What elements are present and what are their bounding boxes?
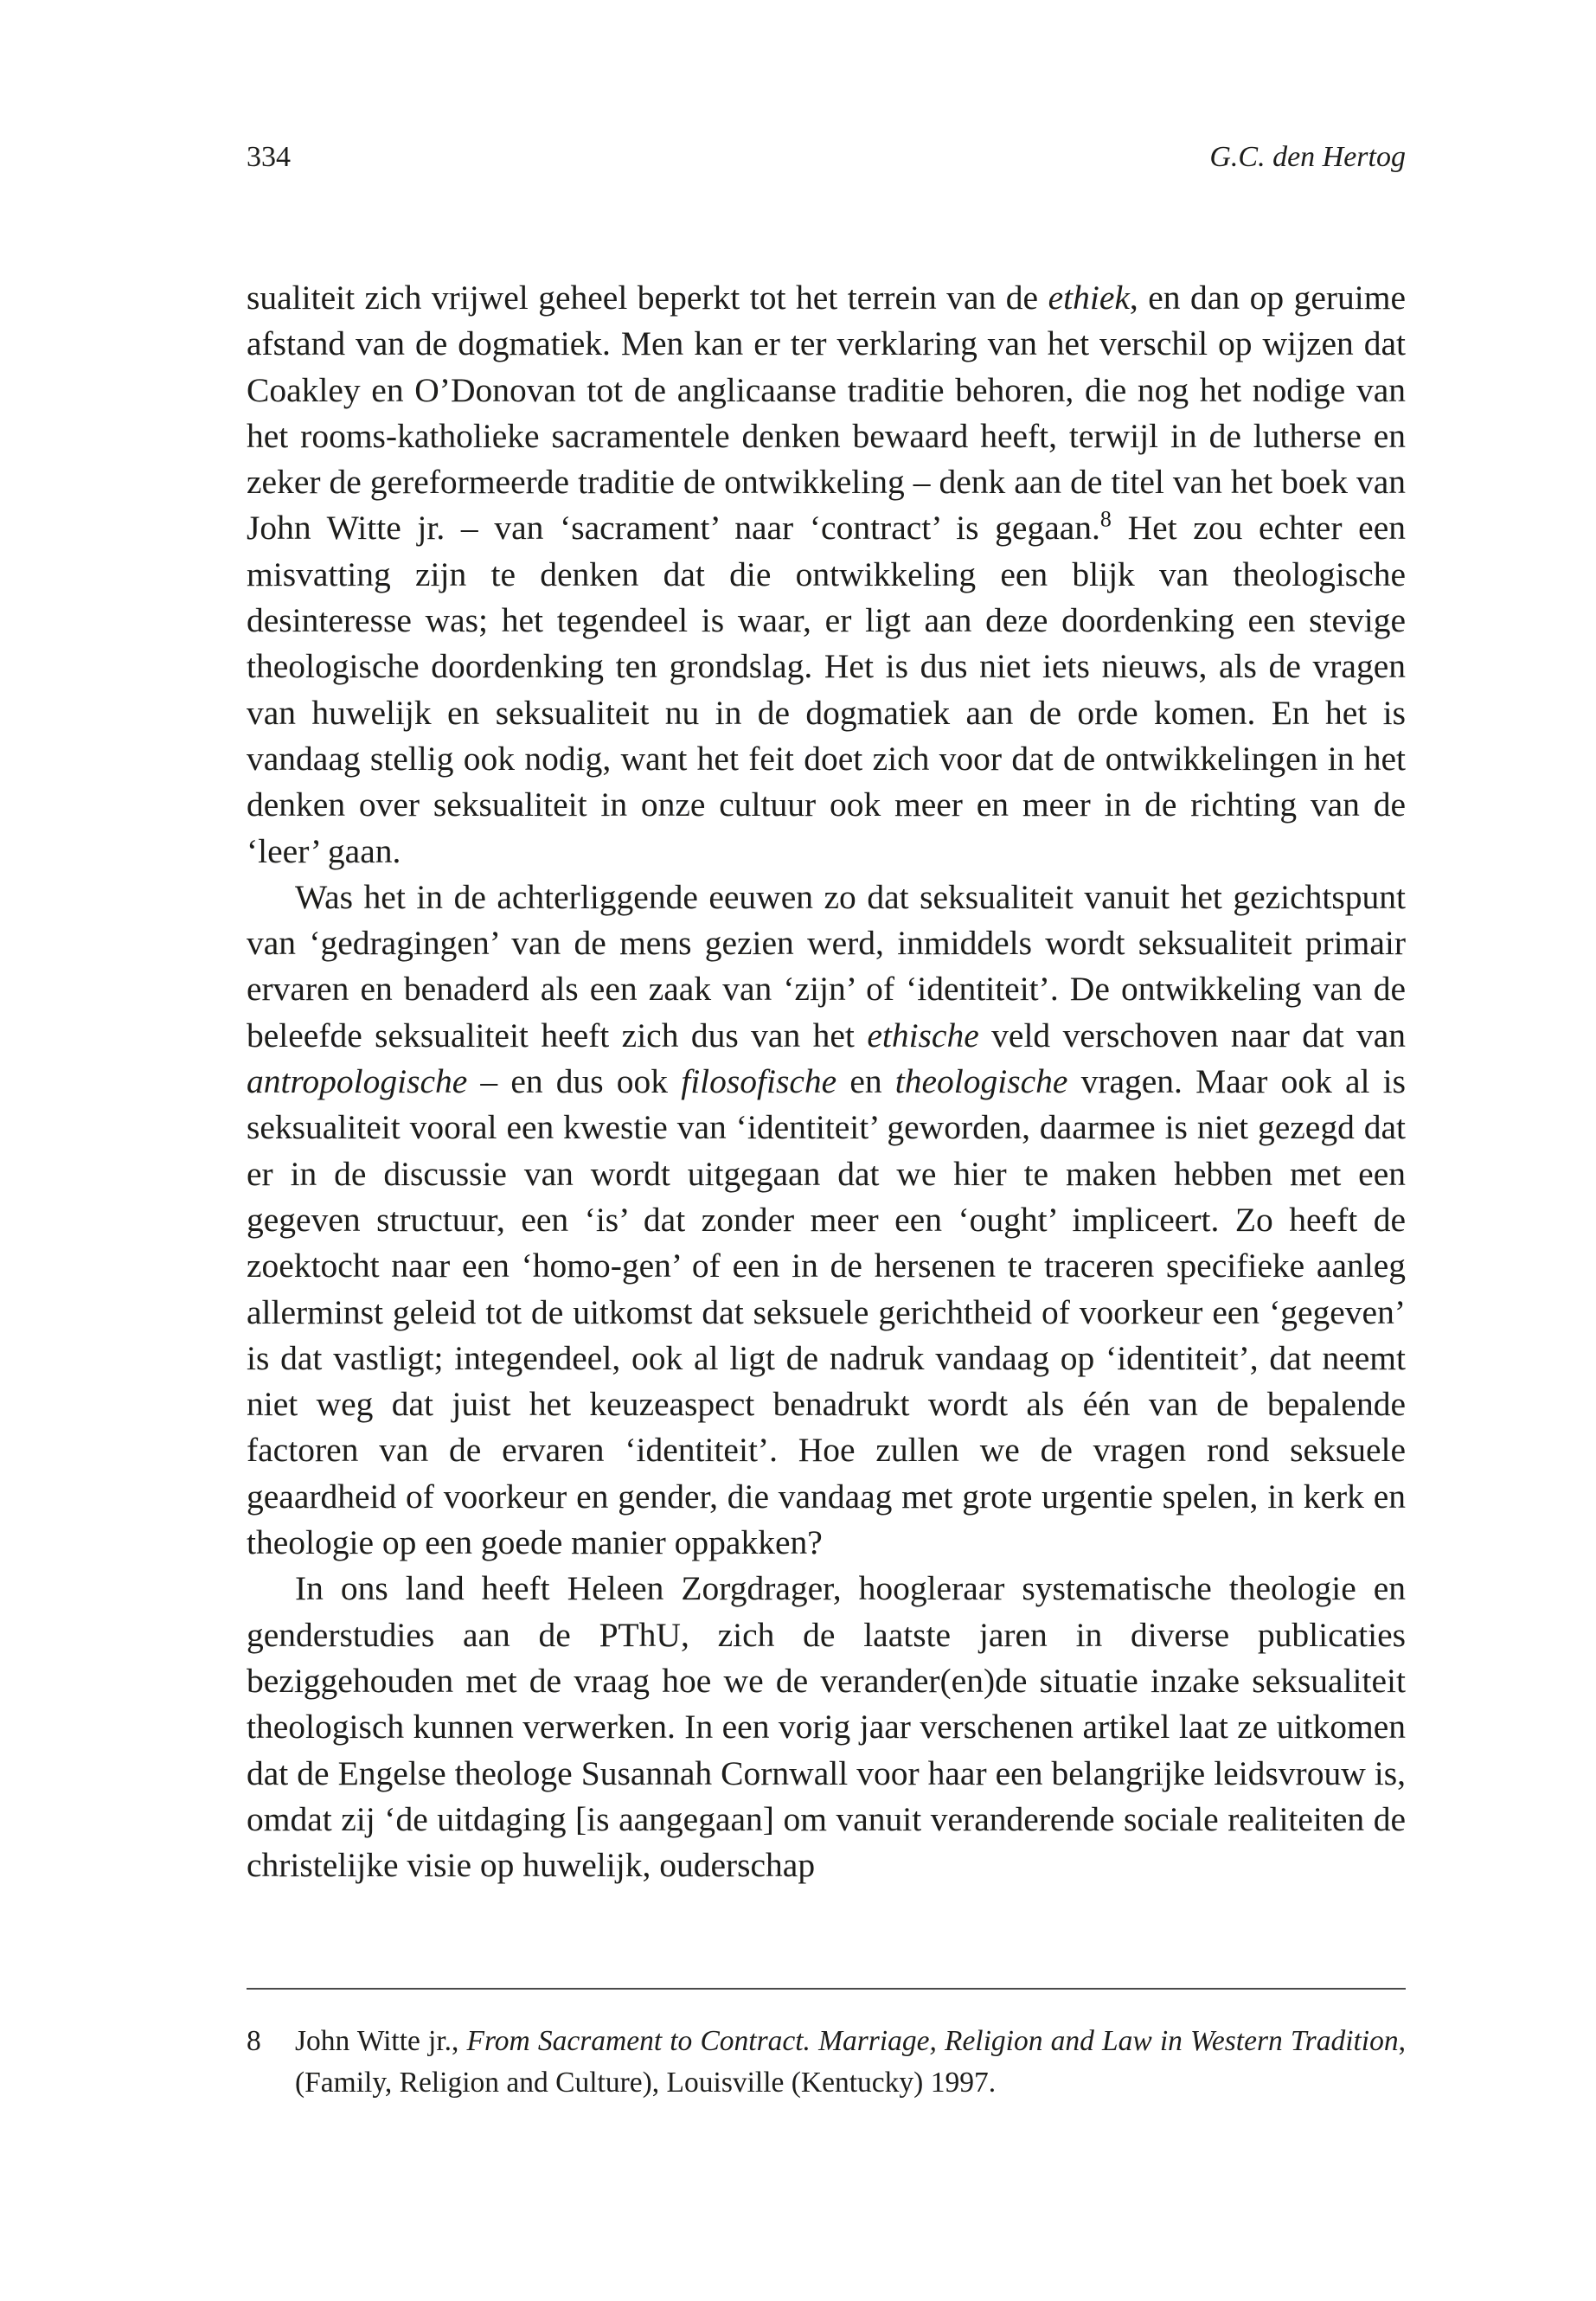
paragraph-emphasis: antropologische bbox=[247, 1062, 468, 1101]
paragraph-text: veld verschoven naar dat van bbox=[978, 1016, 1406, 1054]
paragraph-emphasis: filosofische bbox=[681, 1062, 837, 1101]
paragraph-text: , en dan op geruime afstand van de dogmatiek. Men kan er ter verklaring van het verschil op wijzen dat Coakley en O’Donovan tot de anglicaanse traditie behoren, die nog het nodige van het rooms-katholieke sacramentele denken bewaard heeft, terwijl in de lutherse en zeker de gereformeerde traditie de ontwikkeling – denk aan de titel van het boek van John Witte jr. – van ‘sacrament’ naar ‘contract’ is gegaan. bbox=[247, 279, 1406, 548]
footnote-number: 8 bbox=[247, 2025, 261, 2057]
paragraph-text: Was het in de achterliggende eeuwen zo dat seksualiteit vanuit het gezichtspunt van ‘gedragingen’ van de mens gezien werd, inmiddels wordt seksualiteit primair ervaren en benaderd als een zaak van ‘zijn’ of ‘identiteit’. De ontwikkeling van de beleefde seksualiteit heeft zich dus van het bbox=[247, 877, 1406, 1054]
paragraph-text: en bbox=[836, 1062, 895, 1101]
paragraph-text: vragen. Maar ook al is seksualiteit vooral een kwestie van ‘identiteit’ geworden, daarmee is niet gezegd dat er in de discussie van wordt uitgegaan dat we hier te maken hebben met een gegeven structuur, een ‘is’ dat zonder meer een ‘ought’ impliceert. Zo heeft de zoektocht naar een ‘homo-gen’ of een in de hersenen te traceren specifieke aanleg allerminst geleid tot de uitkomst dat seksuele gerichtheid of voorkeur een ‘gegeven’ is dat vastligt; integendeel, ook al ligt de nadruk vandaag op ‘identiteit’, dat neemt niet weg dat juist het keuzeaspect benadrukt wordt als één van de bepalende factoren van de ervaren ‘identiteit’. Hoe zullen we de vragen rond seksuele geaardheid of voorkeur en gender, die vandaag met grote urgentie spelen, in kerk en theologie op een goede manier oppakken? bbox=[247, 1062, 1406, 1562]
paragraph-text: In ons land heeft Heleen Zorgdrager, hoogleraar systematische theologie en genderstudies aan de PThU, zich de laatste jaren in diverse publicaties beziggehouden met de vraag hoe we de verander(en)de situatie inzake seksualiteit theologisch kunnen verwerken. In een vorig jaar verschenen artikel laat ze uitkomen dat de Engelse theologe Susannah Cornwall voor haar een belangrijke leidsvrouw is, omdat zij ‘de uitdaging [is aangegaan] om vanuit veranderende sociale realiteiten de christelijke visie op huwelijk, ouderschap bbox=[247, 1569, 1406, 1885]
page-number: 334 bbox=[247, 141, 291, 173]
paragraph-emphasis: ethiek bbox=[1048, 279, 1130, 317]
footnote bbox=[247, 2021, 1406, 2104]
footnote-text bbox=[295, 2025, 1406, 2099]
paragraph-text: sualiteit zich vrijwel geheel beperkt tot het terrein van de bbox=[247, 279, 1048, 317]
paragraph-text: – en dus ook bbox=[467, 1062, 682, 1101]
paragraph-emphasis: theologische bbox=[894, 1062, 1068, 1101]
page-header bbox=[247, 137, 1406, 178]
paragraph bbox=[247, 275, 1406, 875]
paragraph bbox=[247, 875, 1406, 1566]
footnotes bbox=[247, 2021, 1406, 2104]
footnote-reference: 8 bbox=[1099, 507, 1112, 533]
paragraph bbox=[247, 1566, 1406, 1888]
paragraph-text: Het zou echter een misvatting zijn te denken dat die ontwikkeling een blijk van theologische desinteresse was; het tegendeel is waar, er ligt aan deze doordenking een stevige theologische doordenking ten grondslag. Het is dus niet iets nieuws, als de vragen van huwelijk en seksualiteit nu in de dogmatiek aan de orde komen. En het is vandaag stellig ook nodig, want het feit doet zich voor dat de ontwikkelingen in het denken over seksualiteit in onze cultuur ook meer en meer in de richting van de ‘leer’ gaan. bbox=[247, 509, 1406, 870]
footnote-emphasis: From Sacrament to Contract. Marriage, Religion and Law in Western Tradition bbox=[466, 2025, 1399, 2057]
running-head: G.C. den Hertog bbox=[1209, 141, 1406, 173]
footnote-text: , (Family, Religion and Culture), Louisville (Kentucky) 1997. bbox=[295, 2025, 1406, 2099]
body-text bbox=[247, 275, 1406, 1888]
footnote-text: John Witte jr., bbox=[295, 2025, 467, 2057]
footnote-separator bbox=[247, 1988, 1406, 1990]
paragraph-emphasis: ethische bbox=[867, 1016, 979, 1054]
